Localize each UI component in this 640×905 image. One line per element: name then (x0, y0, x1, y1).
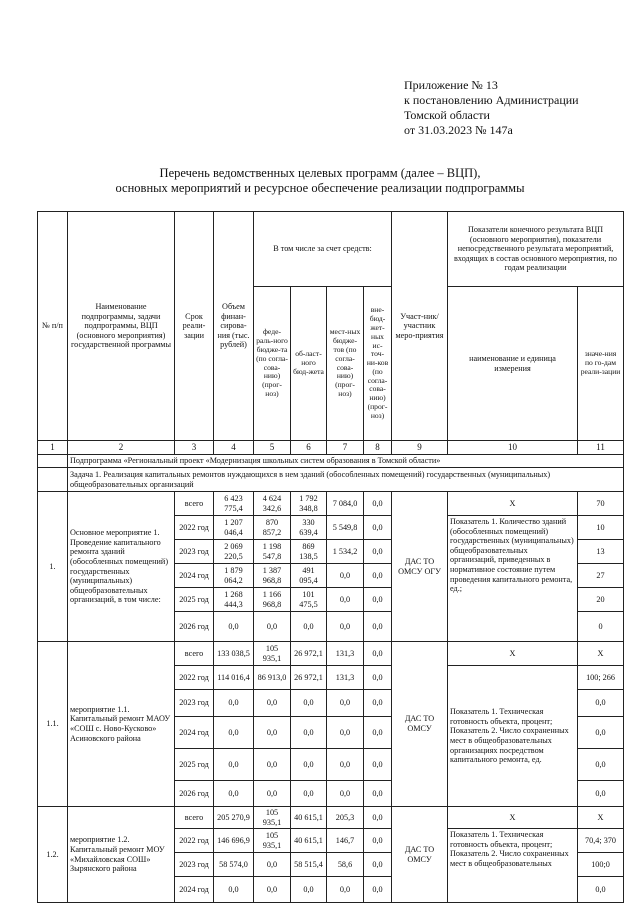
block-3-num: 1.2. (38, 807, 68, 903)
table-cell: 0,0 (214, 877, 254, 903)
table-cell: 0,0 (291, 612, 327, 642)
table-cell: 1 207 046,4 (214, 516, 254, 540)
table-cell: 2023 год (175, 690, 214, 717)
table-cell: Х (578, 807, 624, 829)
subprogram-row: Подпрограмма «Региональный проект «Модернизация школьных систем образования в Томской области» (68, 455, 624, 468)
table-cell: 0,0 (327, 877, 364, 903)
header-regional: об-ласт-ного бюд-жета (291, 287, 327, 441)
table-cell: 58 515,4 (291, 853, 327, 877)
table-cell: 0,0 (254, 877, 291, 903)
header-extra: вне-бюд-жет-ных ис-точ-ни-ков (по согла-сова-нию) (прог-ноз) (364, 287, 392, 441)
table-cell: 0 (578, 612, 624, 642)
colnum-3: 3 (175, 441, 214, 455)
table-cell: 0,0 (291, 717, 327, 749)
colnum-6: 6 (291, 441, 327, 455)
table-cell: Х (448, 807, 578, 829)
table-cell: 1 792 348,8 (291, 492, 327, 516)
table-cell: 0,0 (364, 588, 392, 612)
table-cell: всего (175, 492, 214, 516)
table-cell: 101 475,5 (291, 588, 327, 612)
table-cell: 0,0 (578, 781, 624, 807)
table-cell: 2024 год (175, 717, 214, 749)
colnum-7: 7 (327, 441, 364, 455)
table-cell: 0,0 (578, 717, 624, 749)
table-cell: 0,0 (578, 690, 624, 717)
table-cell: Х (578, 642, 624, 666)
table-cell: 0,0 (214, 690, 254, 717)
table-cell: 5 549,8 (327, 516, 364, 540)
table-cell: 0,0 (364, 540, 392, 564)
block-1-indicator: Показатель 1. Количество зданий (обособленных помещений) государственных (муниципальных) общеобразовательных организаций, приведенных в нормативное состояние путем проведения капитального ремонта, ед.; (448, 516, 578, 642)
block-2-indicator: Показатель 1. Техническая готовность объекта, процент; Показатель 2. Число сохраненных мест в общеобразовательных организациях посредством капитального ремонта, ед. (448, 666, 578, 807)
table-cell: 0,0 (364, 877, 392, 903)
table-cell: 2023 год (175, 853, 214, 877)
block-2-num: 1.1. (38, 642, 68, 807)
appendix-header (404, 78, 579, 138)
table-cell: 146 696,9 (214, 829, 254, 853)
colnum-9: 9 (392, 441, 448, 455)
table-cell: 205 270,9 (214, 807, 254, 829)
table-cell: 0,0 (254, 717, 291, 749)
table-cell: 70 (578, 492, 624, 516)
block-1-num: 1. (38, 492, 68, 642)
colnum-1: 1 (38, 441, 68, 455)
table-cell: 2024 год (175, 877, 214, 903)
program-table (37, 211, 624, 903)
table-cell: 0,0 (364, 829, 392, 853)
table-cell: 2 069 220,5 (214, 540, 254, 564)
table-cell: Х (448, 642, 578, 666)
appendix-line-3: Томской области (404, 108, 490, 122)
title-line-1: Перечень ведомственных целевых программ (далее – ВЦП), (159, 166, 481, 180)
table-cell: 105 935,1 (254, 829, 291, 853)
table-cell: 0,0 (327, 612, 364, 642)
table-cell: 0,0 (214, 749, 254, 781)
table-cell: 2024 год (175, 564, 214, 588)
block-2-name: мероприятие 1.1. Капитальный ремонт МАОУ «СОШ с. Ново-Кусково» Асиновского района (68, 642, 175, 807)
table-cell: 131,3 (327, 642, 364, 666)
block-2-participant: ДАС ТО ОМСУ (392, 642, 448, 807)
table-cell: 0,0 (291, 781, 327, 807)
block-1-name: Основное мероприятие 1. Проведение капитального ремонта зданий (обособленных помещений) государственных (муниципальных) общеобразовательных организаций, в том числе: (68, 492, 175, 642)
header-indicator-name: наименование и единица измерения (448, 287, 578, 441)
table-cell: 0,0 (578, 877, 624, 903)
table-cell: 1 268 444,3 (214, 588, 254, 612)
table-cell: 10 (578, 516, 624, 540)
table-cell: 330 639,4 (291, 516, 327, 540)
table-cell: 58 574,0 (214, 853, 254, 877)
table-cell: 0,0 (327, 564, 364, 588)
table-cell: 100;0 (578, 853, 624, 877)
table-cell: 0,0 (327, 690, 364, 717)
colnum-10: 10 (448, 441, 578, 455)
table-cell: 26 972,1 (291, 666, 327, 690)
table-cell: 870 857,2 (254, 516, 291, 540)
table-cell: 0,0 (364, 492, 392, 516)
header-including: В том числе за счет средств: (254, 212, 392, 287)
table-cell: 0,0 (364, 749, 392, 781)
table-cell: 0,0 (578, 749, 624, 781)
table-cell: 0,0 (364, 564, 392, 588)
table-cell: 0,0 (364, 642, 392, 666)
table-cell: 4 624 342,6 (254, 492, 291, 516)
table-cell: 0,0 (254, 612, 291, 642)
table-cell: 0,0 (254, 853, 291, 877)
table-cell: 1 166 968,8 (254, 588, 291, 612)
colnum-8: 8 (364, 441, 392, 455)
table-cell: 105 935,1 (254, 807, 291, 829)
table-cell: 0,0 (214, 781, 254, 807)
header-volume: Объем финан-сирова-ния (тыс. рублей) (214, 212, 254, 441)
table-cell: 0,0 (327, 588, 364, 612)
table-cell: всего (175, 642, 214, 666)
table-cell: 131,3 (327, 666, 364, 690)
table-cell: 70,4; 370 (578, 829, 624, 853)
table-cell: 1 198 547,8 (254, 540, 291, 564)
table-cell: 2026 год (175, 781, 214, 807)
table-cell: 0,0 (214, 717, 254, 749)
table-cell: 146,7 (327, 829, 364, 853)
table-cell: 0,0 (291, 749, 327, 781)
table-cell: 0,0 (364, 612, 392, 642)
appendix-line-2: к постановлению Администрации (404, 93, 579, 107)
header-indicators: Показатели конечного результата ВЦП (основного мероприятия), показатели непосредственного результата мероприятий, входящих в состав основного мероприятия, по годам реализации (448, 212, 624, 287)
table-cell: 40 615,1 (291, 829, 327, 853)
table-cell: 114 016,4 (214, 666, 254, 690)
table-cell: 0,0 (254, 781, 291, 807)
table-cell: 1 879 064,2 (214, 564, 254, 588)
table-cell: всего (175, 807, 214, 829)
table-cell: 26 972,1 (291, 642, 327, 666)
appendix-line-4: от 31.03.2023 № 147а (404, 123, 513, 137)
table-cell: 27 (578, 564, 624, 588)
colnum-5: 5 (254, 441, 291, 455)
colnum-4: 4 (214, 441, 254, 455)
header-participant: Участ-ник/ участник меро-приятия (392, 212, 448, 441)
colnum-11: 11 (578, 441, 624, 455)
table-cell: 1 534,2 (327, 540, 364, 564)
header-name: Наименование подпрограммы, задачи подпрограммы, ВЦП (основного мероприятия) государственной программы (68, 212, 175, 441)
table-cell: 2026 год (175, 612, 214, 642)
task-row: Задача 1. Реализация капитальных ремонтов нуждающихся в нем зданий (обособленных помещений) государственных (муниципальных) общеобразовательных организаций (68, 468, 624, 492)
table-cell: 0,0 (364, 690, 392, 717)
title-line-2: основных мероприятий и ресурсное обеспечение реализации подпрограммы (115, 181, 525, 195)
table-cell: 0,0 (214, 612, 254, 642)
table-cell: 0,0 (291, 877, 327, 903)
table-cell: 0,0 (254, 749, 291, 781)
table-cell: 0,0 (327, 717, 364, 749)
table-cell: 6 423 775,4 (214, 492, 254, 516)
table-cell: 491 095,4 (291, 564, 327, 588)
header-local: мест-ных бюдже-тов (по согла-сова-нию) (прог-ноз) (327, 287, 364, 441)
table-cell: 205,3 (327, 807, 364, 829)
header-indicator-value: значе-ния по го-дам реали-зации (578, 287, 624, 441)
table-cell: 86 913,0 (254, 666, 291, 690)
block-1-participant: ДАС ТО ОМСУ ОГУ (392, 492, 448, 642)
table-cell: 0,0 (327, 781, 364, 807)
block-3-participant: ДАС ТО ОМСУ (392, 807, 448, 903)
colnum-2: 2 (68, 441, 175, 455)
table-cell: 105 935,1 (254, 642, 291, 666)
table-cell: 0,0 (364, 807, 392, 829)
table-cell: 0,0 (327, 749, 364, 781)
table-cell: 0,0 (254, 690, 291, 717)
header-num: № п/п (38, 212, 68, 441)
table-cell: 20 (578, 588, 624, 612)
document-title (0, 166, 640, 196)
table-cell: 2025 год (175, 588, 214, 612)
table-cell: 2022 год (175, 516, 214, 540)
table-cell: 13 (578, 540, 624, 564)
table-cell: 0,0 (364, 781, 392, 807)
table-cell: 40 615,1 (291, 807, 327, 829)
table-cell: 0,0 (364, 516, 392, 540)
table-cell: 0,0 (364, 717, 392, 749)
block-3-name: мероприятие 1.2. Капитальный ремонт МОУ «Михайловская СОШ» Зырянского района (68, 807, 175, 903)
table-cell: 100; 266 (578, 666, 624, 690)
appendix-line-1: Приложение № 13 (404, 78, 498, 92)
header-term: Срок реали-зации (175, 212, 214, 441)
table-cell: 869 138,5 (291, 540, 327, 564)
header-federal: феде-раль-ного бюдже-та (по согла-сова-нию) (прог-ноз) (254, 287, 291, 441)
table-cell: 1 387 968,8 (254, 564, 291, 588)
table-cell: Х (448, 492, 578, 516)
table-cell: 133 038,5 (214, 642, 254, 666)
table-cell: 0,0 (291, 690, 327, 717)
table-cell: 0,0 (364, 853, 392, 877)
table-cell: 7 084,0 (327, 492, 364, 516)
table-cell: 58,6 (327, 853, 364, 877)
table-cell: 2022 год (175, 666, 214, 690)
table-cell: 2023 год (175, 540, 214, 564)
table-cell: 2025 год (175, 749, 214, 781)
block-3-indicator: Показатель 1. Техническая готовность объекта, процент; Показатель 2. Число сохраненных мест в общеобразовательных (448, 829, 578, 903)
table-cell: 0,0 (364, 666, 392, 690)
table-cell: 2022 год (175, 829, 214, 853)
